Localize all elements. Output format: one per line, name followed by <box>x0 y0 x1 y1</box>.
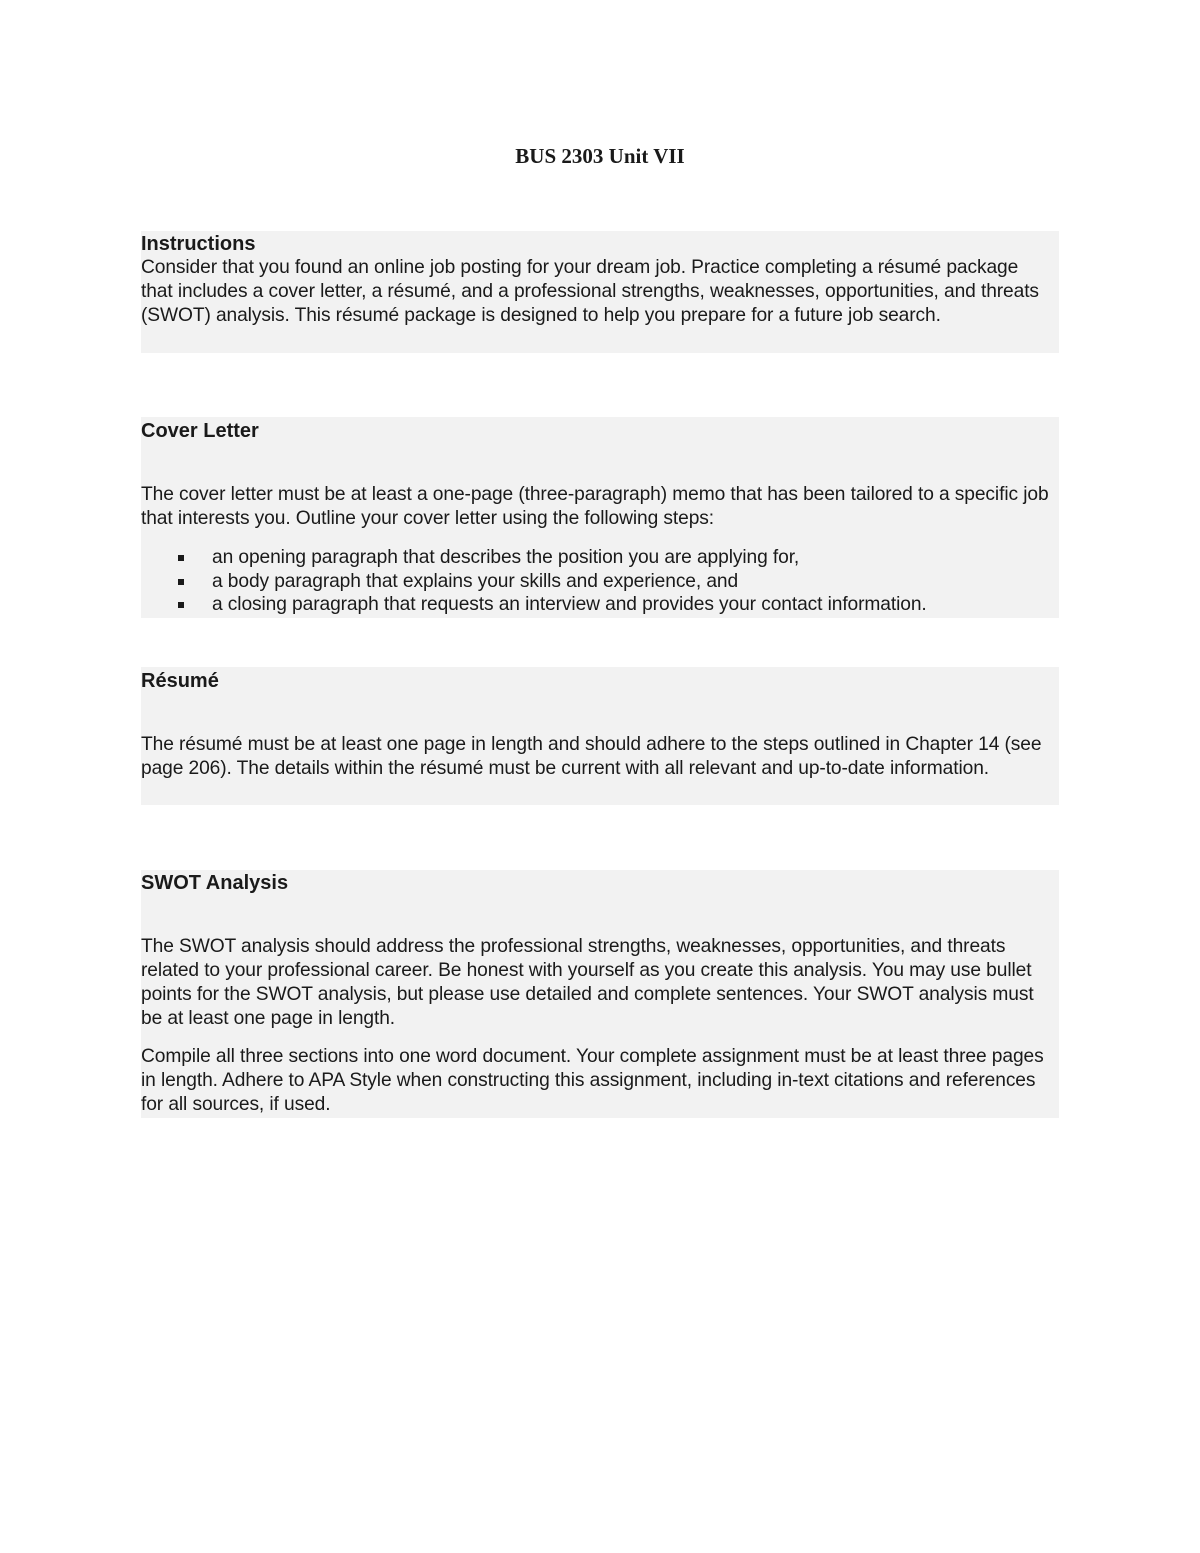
resume-heading: Résumé <box>141 670 219 692</box>
cover-letter-section <box>141 417 1059 618</box>
cover-letter-text: The cover letter must be at least a one-page (three-paragraph) memo that has been tailored to a specific job that interests you. Outline your cover letter using the following steps: <box>141 484 1049 529</box>
list-item-text: a body paragraph that explains your skills and experience, and <box>212 570 739 592</box>
instructions-heading: Instructions <box>141 233 256 255</box>
cover-letter-steps-list <box>141 546 1055 617</box>
instructions-section <box>141 231 1059 353</box>
list-item-text: an opening paragraph that describes the position you are applying for, <box>212 547 800 568</box>
swot-closing-text: Compile all three sections into one word document. Your complete assignment must be at least three pages in length. Adhere to APA Style when constructing this assignment, including in-text citations and references for all sources, if used. <box>141 1046 1044 1115</box>
list-item <box>141 593 1055 617</box>
swot-text: The SWOT analysis should address the professional strengths, weaknesses, opportunities, and threats related to your professional career. Be honest with yourself as you create this analysis. You may use bullet points for the SWOT analysis, but please use detailed and complete sentences. Your SWOT analysis must be at least one page in length. <box>141 936 1034 1029</box>
swot-heading: SWOT Analysis <box>141 872 289 894</box>
resume-section <box>141 667 1059 805</box>
square-bullet-icon <box>178 579 184 585</box>
list-item <box>141 546 1055 570</box>
instructions-text: Consider that you found an online job posting for your dream job. Practice completing a résumé package that includes a cover letter, a résumé, and a professional strengths, weaknesses, opportunities, and threats (SWOT) analysis. This résumé package is designed to help you prepare for a future job search. <box>141 257 1039 326</box>
square-bullet-icon <box>178 602 184 608</box>
square-bullet-icon <box>178 555 184 561</box>
cover-letter-heading: Cover Letter <box>141 420 259 442</box>
resume-text: The résumé must be at least one page in length and should adhere to the steps outlined in Chapter 14 (see page 206). The details within the résumé must be current with all relevant and up-to-date information. <box>141 734 1042 779</box>
list-item <box>141 570 1055 594</box>
swot-section <box>141 870 1059 1118</box>
page-title: BUS 2303 Unit VII <box>515 144 685 168</box>
list-item-text: a closing paragraph that requests an interview and provides your contact information. <box>212 594 927 615</box>
